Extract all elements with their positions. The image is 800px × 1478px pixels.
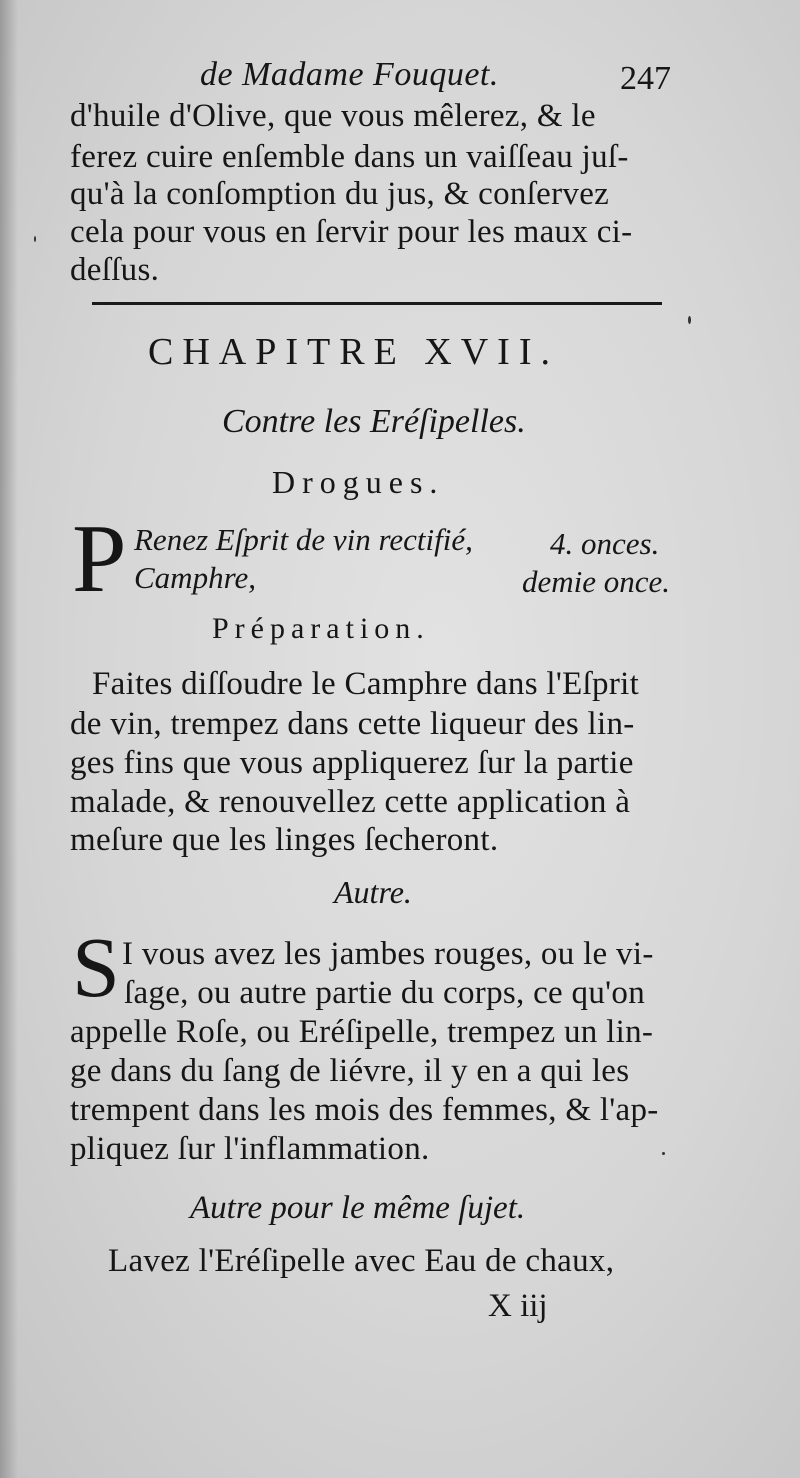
page-edge-shadow xyxy=(0,0,18,1478)
text-line: appelle Roſe, ou Eréſipelle, trempez un lin- xyxy=(70,1014,654,1050)
text-line: ges fins que vous appliquerez ſur la partie xyxy=(70,745,634,781)
text-line: d'huile d'Olive, que vous mêlerez, & le xyxy=(70,98,596,134)
text-line: pliquez ſur l'inflammation. xyxy=(70,1131,430,1167)
text-line: Faites diſſoudre le Camphre dans l'Eſprit xyxy=(92,666,640,702)
text-line: trempent dans les mois des femmes, & l'ap- xyxy=(70,1092,659,1128)
ink-speck xyxy=(662,1152,665,1155)
section-rule xyxy=(92,302,662,305)
drop-cap: P xyxy=(72,505,127,613)
ink-speck xyxy=(34,236,36,242)
chapter-heading: CHAPITRE XVII. xyxy=(148,331,559,373)
ink-speck xyxy=(688,316,691,324)
text-line: ge dans du ſang de liévre, il y en a qui les xyxy=(70,1053,630,1089)
preparation-heading: Préparation. xyxy=(212,612,430,645)
drogues-heading: Drogues. xyxy=(272,464,445,500)
text-line: ſage, ou autre partie du corps, ce qu'on xyxy=(124,975,646,1011)
drop-cap: S xyxy=(72,919,120,1015)
text-line: deſſus. xyxy=(70,252,160,288)
ingredient-name: Renez Eſprit de vin rectifié, xyxy=(134,522,473,557)
ingredient-quantity: demie once. xyxy=(522,564,671,599)
signature-mark: X iij xyxy=(488,1288,548,1324)
ingredient-name: Camphre, xyxy=(134,560,256,595)
text-line: meſure que les linges ſecheront. xyxy=(70,822,499,858)
text-line: I vous avez les jambes rouges, ou le vi- xyxy=(122,936,654,972)
text-line: Lavez l'Eréſipelle avec Eau de chaux, xyxy=(108,1243,615,1279)
text-line: qu'à la conſomption du jus, & conſervez xyxy=(70,176,610,212)
section-heading: Autre. xyxy=(334,874,412,910)
running-title: de Madame Fouquet. xyxy=(200,56,499,93)
text-line: ferez cuire enſemble dans un vaiſſeau juſ- xyxy=(70,139,629,175)
page-number: 247 xyxy=(620,60,671,97)
chapter-subtitle: Contre les Eréſipelles. xyxy=(222,403,526,440)
text-line: malade, & renouvellez cette application à xyxy=(70,784,631,820)
section-heading: Autre pour le même ſujet. xyxy=(190,1190,526,1226)
text-line: de vin, trempez dans cette liqueur des lin- xyxy=(70,706,635,742)
ingredient-quantity: 4. onces. xyxy=(550,526,660,561)
text-line: cela pour vous en ſervir pour les maux ci- xyxy=(70,214,633,250)
